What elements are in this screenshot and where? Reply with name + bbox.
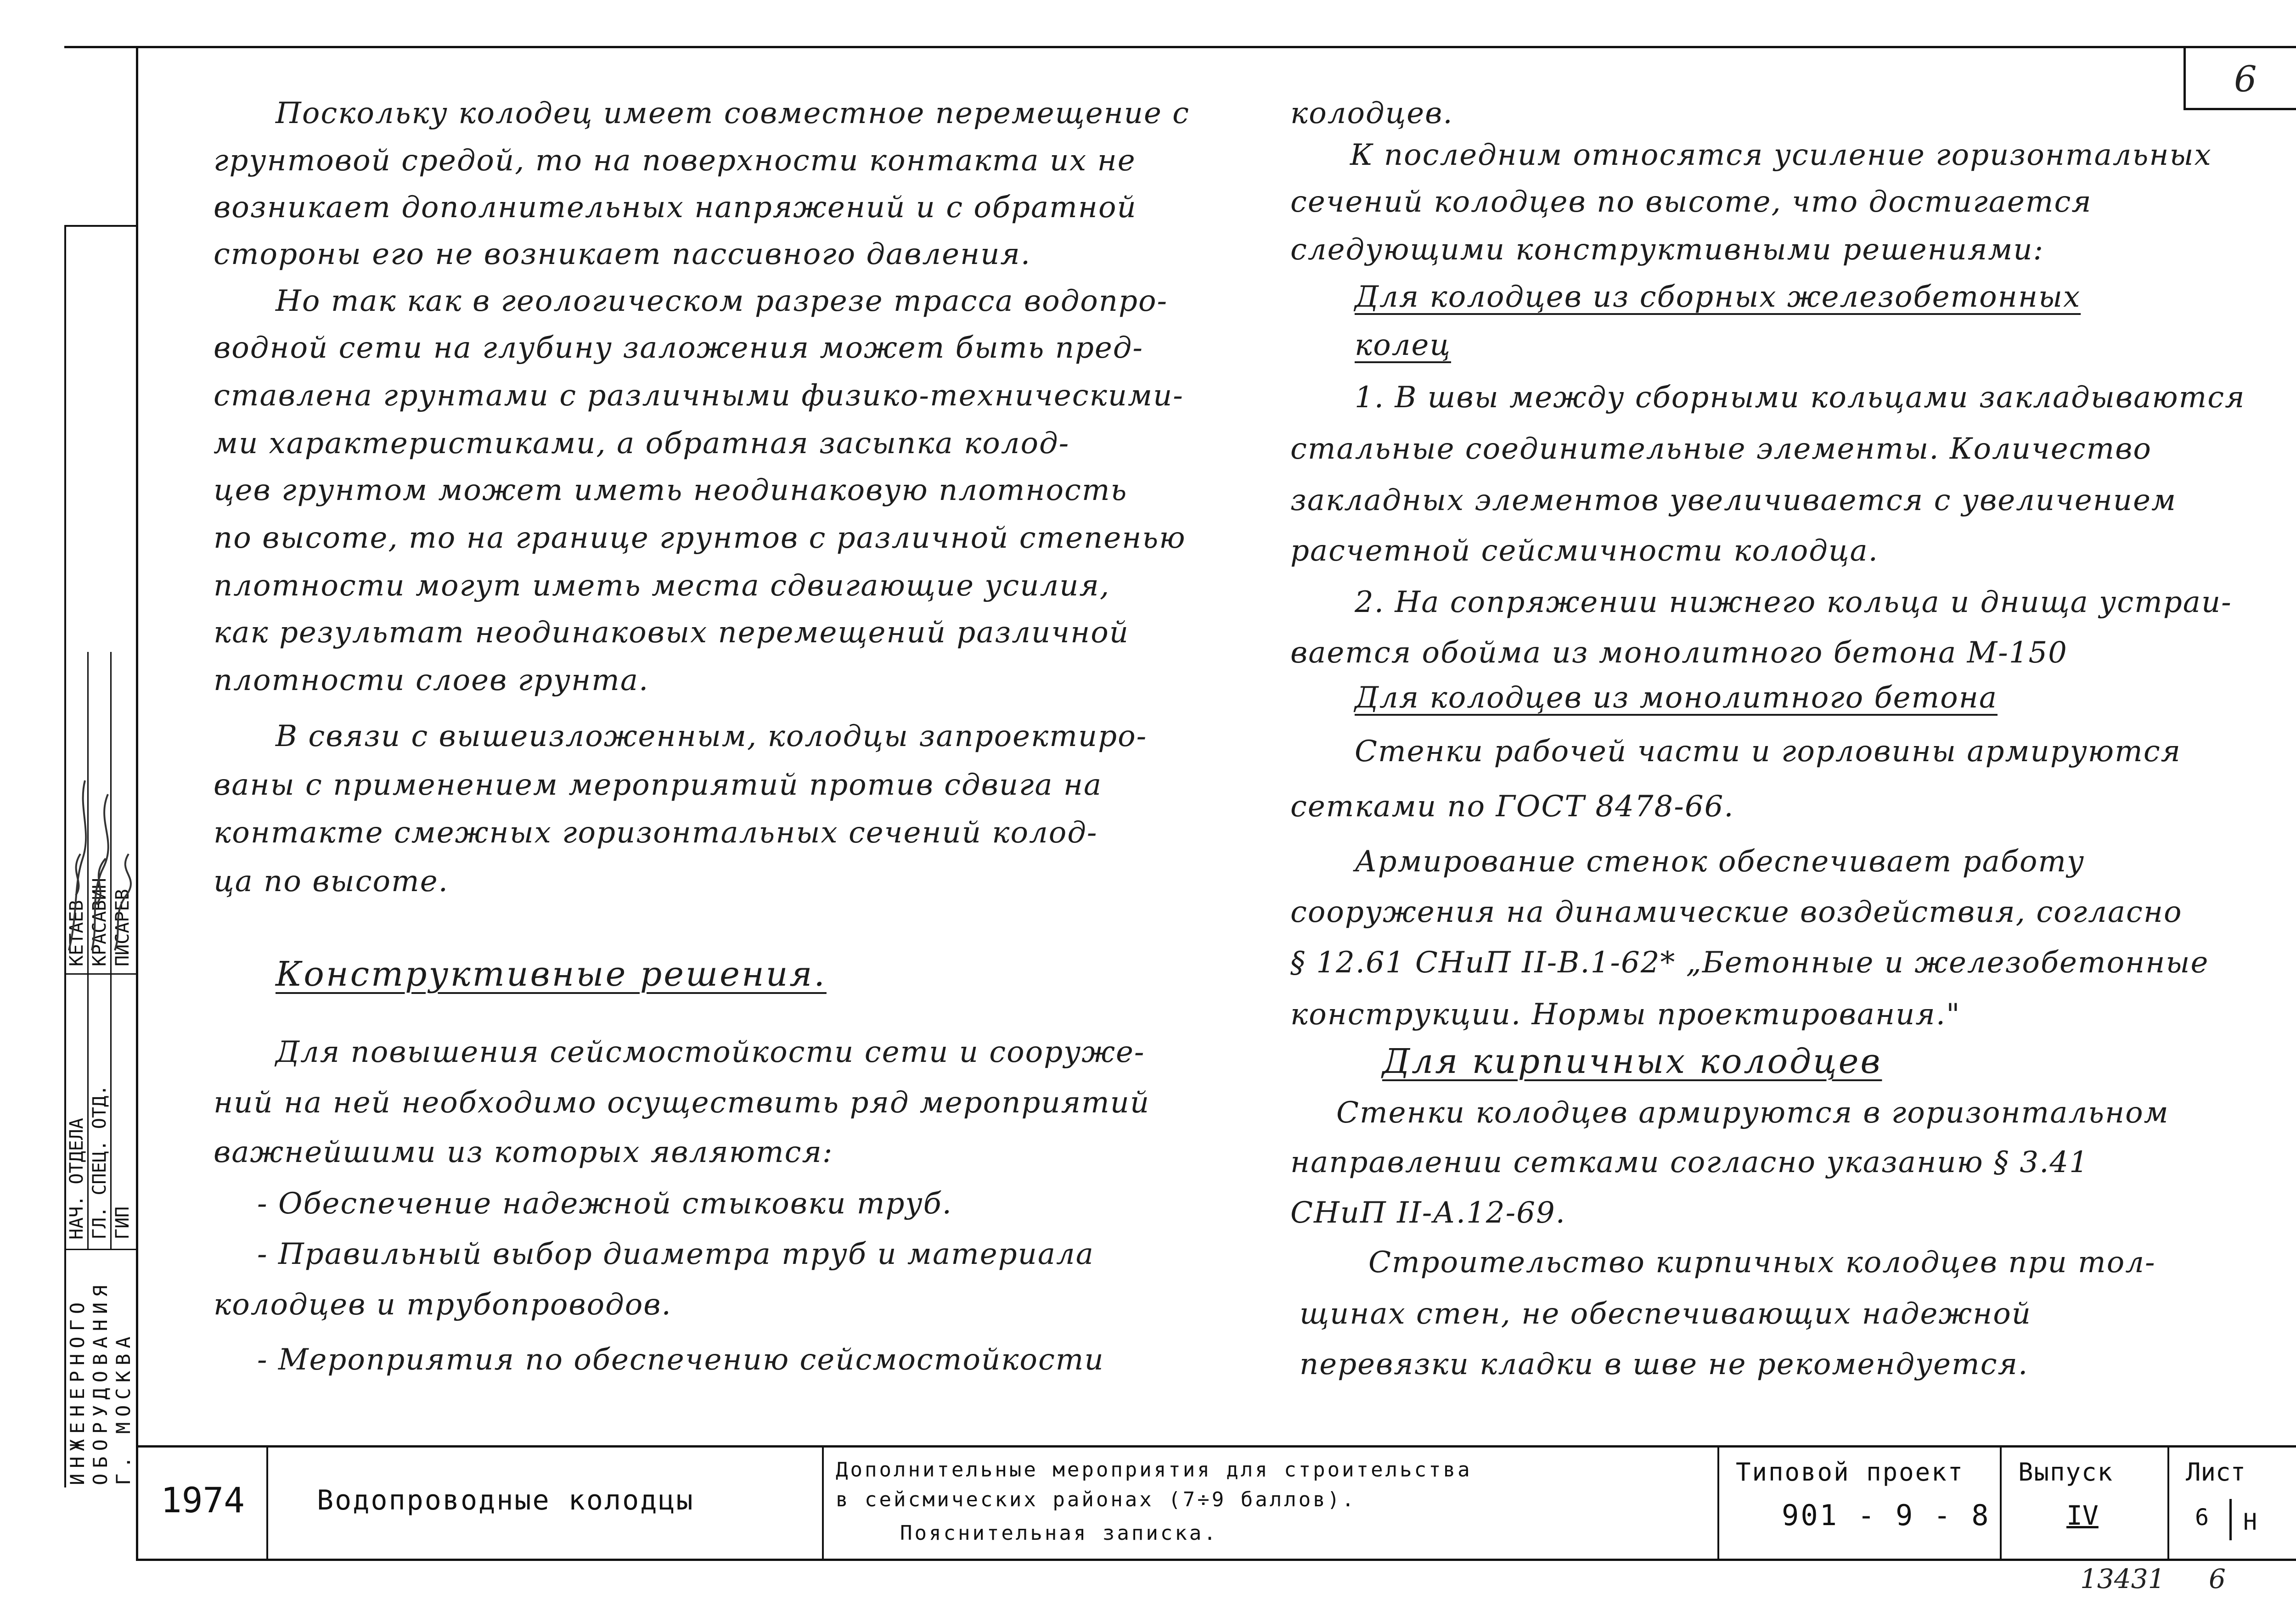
left-line-1: Поскольку колодец имеет совместное перемещение с [276,96,1190,130]
right-block3-line-3: СНиП II-А.12-69. [1290,1196,1566,1230]
left-heading: Конструктивные решения. [276,954,827,994]
signoff-mid-line-2 [64,1249,138,1250]
title-description-1: Дополнительные мероприятия для строительства [836,1458,1472,1482]
right-intro-4: следующими конструктивными решениями: [1290,233,2044,267]
frame-top [64,46,2296,48]
title-description-3: Пояснительная записка. [900,1521,1218,1545]
right-block1-line-5: 2. На сопряжении нижнего кольца и днища устраи- [1355,585,2232,619]
right-block3-line-4: Строительство кирпичных колодцев при тол- [1368,1246,2156,1280]
bottom-note: 13431 [2080,1563,2165,1594]
right-heading-1b: колец [1355,328,1452,362]
left2-line-4: - Обеспечение надежной стыковки труб. [257,1187,952,1221]
right-intro-1: колодцев. [1290,96,1453,130]
right-intro-3: сечений колодцев по высоте, что достигается [1290,185,2092,219]
signoff-name-1: КЕТАЕВ [66,900,87,966]
left-line-10: по высоте, то на границе грунтов с различной степенью [214,521,1186,555]
left-line-6: водной сети на глубину заложения может быть пред- [214,331,1143,365]
right-block3-line-1: Стенки колодцев армируются в горизонтальном [1336,1096,2169,1130]
right-block1-line-3: закладных элементов увеличивается с увеличением [1290,483,2177,517]
signoff-role-1: НАЧ. ОТДЕЛА [66,1118,87,1240]
sheet-number: 6 [2234,59,2257,100]
left-line-7: ставлена грунтами с различными физико-техническими- [214,379,1184,413]
sheet-slash [2229,1499,2232,1540]
signoff-role-2: ГЛ. СПЕЦ. ОТД. [89,1084,110,1240]
tb-div-4 [2000,1445,2002,1560]
title-block-top [136,1445,2296,1448]
frame-bottom [136,1559,2296,1561]
tb-div-2 [822,1445,824,1560]
left-line-9: цев грунтом может иметь неодинаковую плотность [214,473,1128,507]
project-number: 901 - 9 - 8 [1782,1498,1991,1532]
title-year: 1974 [161,1480,245,1521]
right-block3-line-6: перевязки кладки в шве не рекомендуется. [1300,1347,2029,1381]
signoff-role-3: ГИП [112,1206,133,1240]
right-heading-3: Для кирпичных колодцев [1382,1042,1882,1081]
signoff-name-2: КРАСАВИН [89,878,110,966]
left-line-11: плотности могут иметь места сдвигающие усилия, [214,569,1110,603]
left-line-3: возникает дополнительных напряжений и с обратной [214,191,1137,224]
sheet-value: 6 [2195,1504,2209,1531]
left2-line-7: - Мероприятия по обеспечению сейсмостойкости [257,1343,1104,1377]
right-block2-line-3: Армирование стенок обеспечивает работу [1355,845,2085,879]
signature-scribbles [64,657,138,960]
left-line-4: стороны его не возникает пассивного давления. [214,237,1031,271]
title-description-2: в сейсмических районах (7÷9 баллов). [836,1488,1356,1511]
left-line-16: контакте смежных горизонтальных сечений колод- [214,816,1098,850]
left-line-5: Но так как в геологическом разрезе трасса водопро- [276,284,1168,318]
tb-div-5 [2167,1445,2169,1560]
left2-line-5: - Правильный выбор диаметра труб и материала [257,1237,1094,1271]
org-line-2: ОБОРУДОВАНИЯ [89,1280,112,1485]
left-line-13: плотности слоев грунта. [214,663,649,697]
left2-line-6: колодцев и трубопроводов. [214,1288,672,1322]
issue-label: Выпуск [2018,1458,2114,1487]
left2-line-1: Для повышения сейсмостойкости сети и сооруже- [276,1035,1145,1069]
right-block2-line-6: конструкции. Нормы проектирования." [1290,998,1961,1032]
left-line-15: ваны с применением мероприятий против сдвига на [214,768,1103,802]
right-block2-line-2: сетками по ГОСТ 8478-66. [1290,790,1734,824]
right-heading-2: Для колодцев из монолитного бетона [1355,681,1998,715]
signoff-name-3: ПИСАРЕВ [112,889,133,966]
project-label: Типовой проект [1736,1458,1964,1487]
right-block1-line-4: расчетной сейсмичности колодца. [1290,534,1879,568]
right-block2-line-5: § 12.61 СНиП II-В.1-62* „Бетонные и железобетонные [1290,946,2209,980]
bottom-note-sheet: 6 [2209,1563,2226,1594]
tb-div-1 [266,1445,268,1560]
title-name: Водопроводные колодцы [317,1484,694,1516]
right-block1-line-2: стальные соединительные элементы. Количество [1290,432,2152,466]
right-block1-line-6: вается обойма из монолитного бетона М-150 [1290,636,2068,670]
right-block1-line-1: 1. В швы между сборными кольцами закладываются [1355,381,2245,415]
sheet-number-box [2183,46,2296,110]
left-line-14: В связи с вышеизложенным, колодцы запроектиро- [276,719,1148,753]
left2-line-2: ний на ней необходимо осуществить ряд мероприятий [214,1086,1150,1120]
tb-div-3 [1717,1445,1719,1560]
sheet-total: Н [2243,1509,2257,1535]
left-line-2: грунтовой средой, то на поверхности контакта их не [214,144,1136,178]
signoff-mid-line-1 [64,973,138,975]
signoff-top-line [64,225,138,227]
left-line-8: ми характеристиками, а обратная засыпка колод- [214,427,1070,460]
right-block3-line-2: направлении сетками согласно указанию § 3.41 [1290,1145,2089,1179]
left-line-17: ца по высоте. [214,864,449,898]
right-heading-1: Для колодцев из сборных железобетонных [1355,280,2081,314]
left2-line-3: важнейшими из которых являются: [214,1135,833,1169]
issue-value: IV [2066,1500,2099,1531]
org-line-1: ИНЖЕНЕРНОГО [66,1296,89,1485]
left-line-12: как результат неодинаковых перемещений различной [214,616,1129,650]
org-line-3: Г. МОСКВА [112,1331,135,1485]
sheet-label: Лист [2186,1458,2246,1487]
right-block3-line-5: щинах стен, не обеспечивающих надежной [1300,1297,2032,1331]
right-block2-line-1: Стенки рабочей части и горловины армируются [1355,735,2182,769]
right-intro-2: К последним относятся усиление горизонтальных [1350,138,2212,172]
right-block2-line-4: сооружения на динамические воздействия, согласно [1290,895,2183,929]
